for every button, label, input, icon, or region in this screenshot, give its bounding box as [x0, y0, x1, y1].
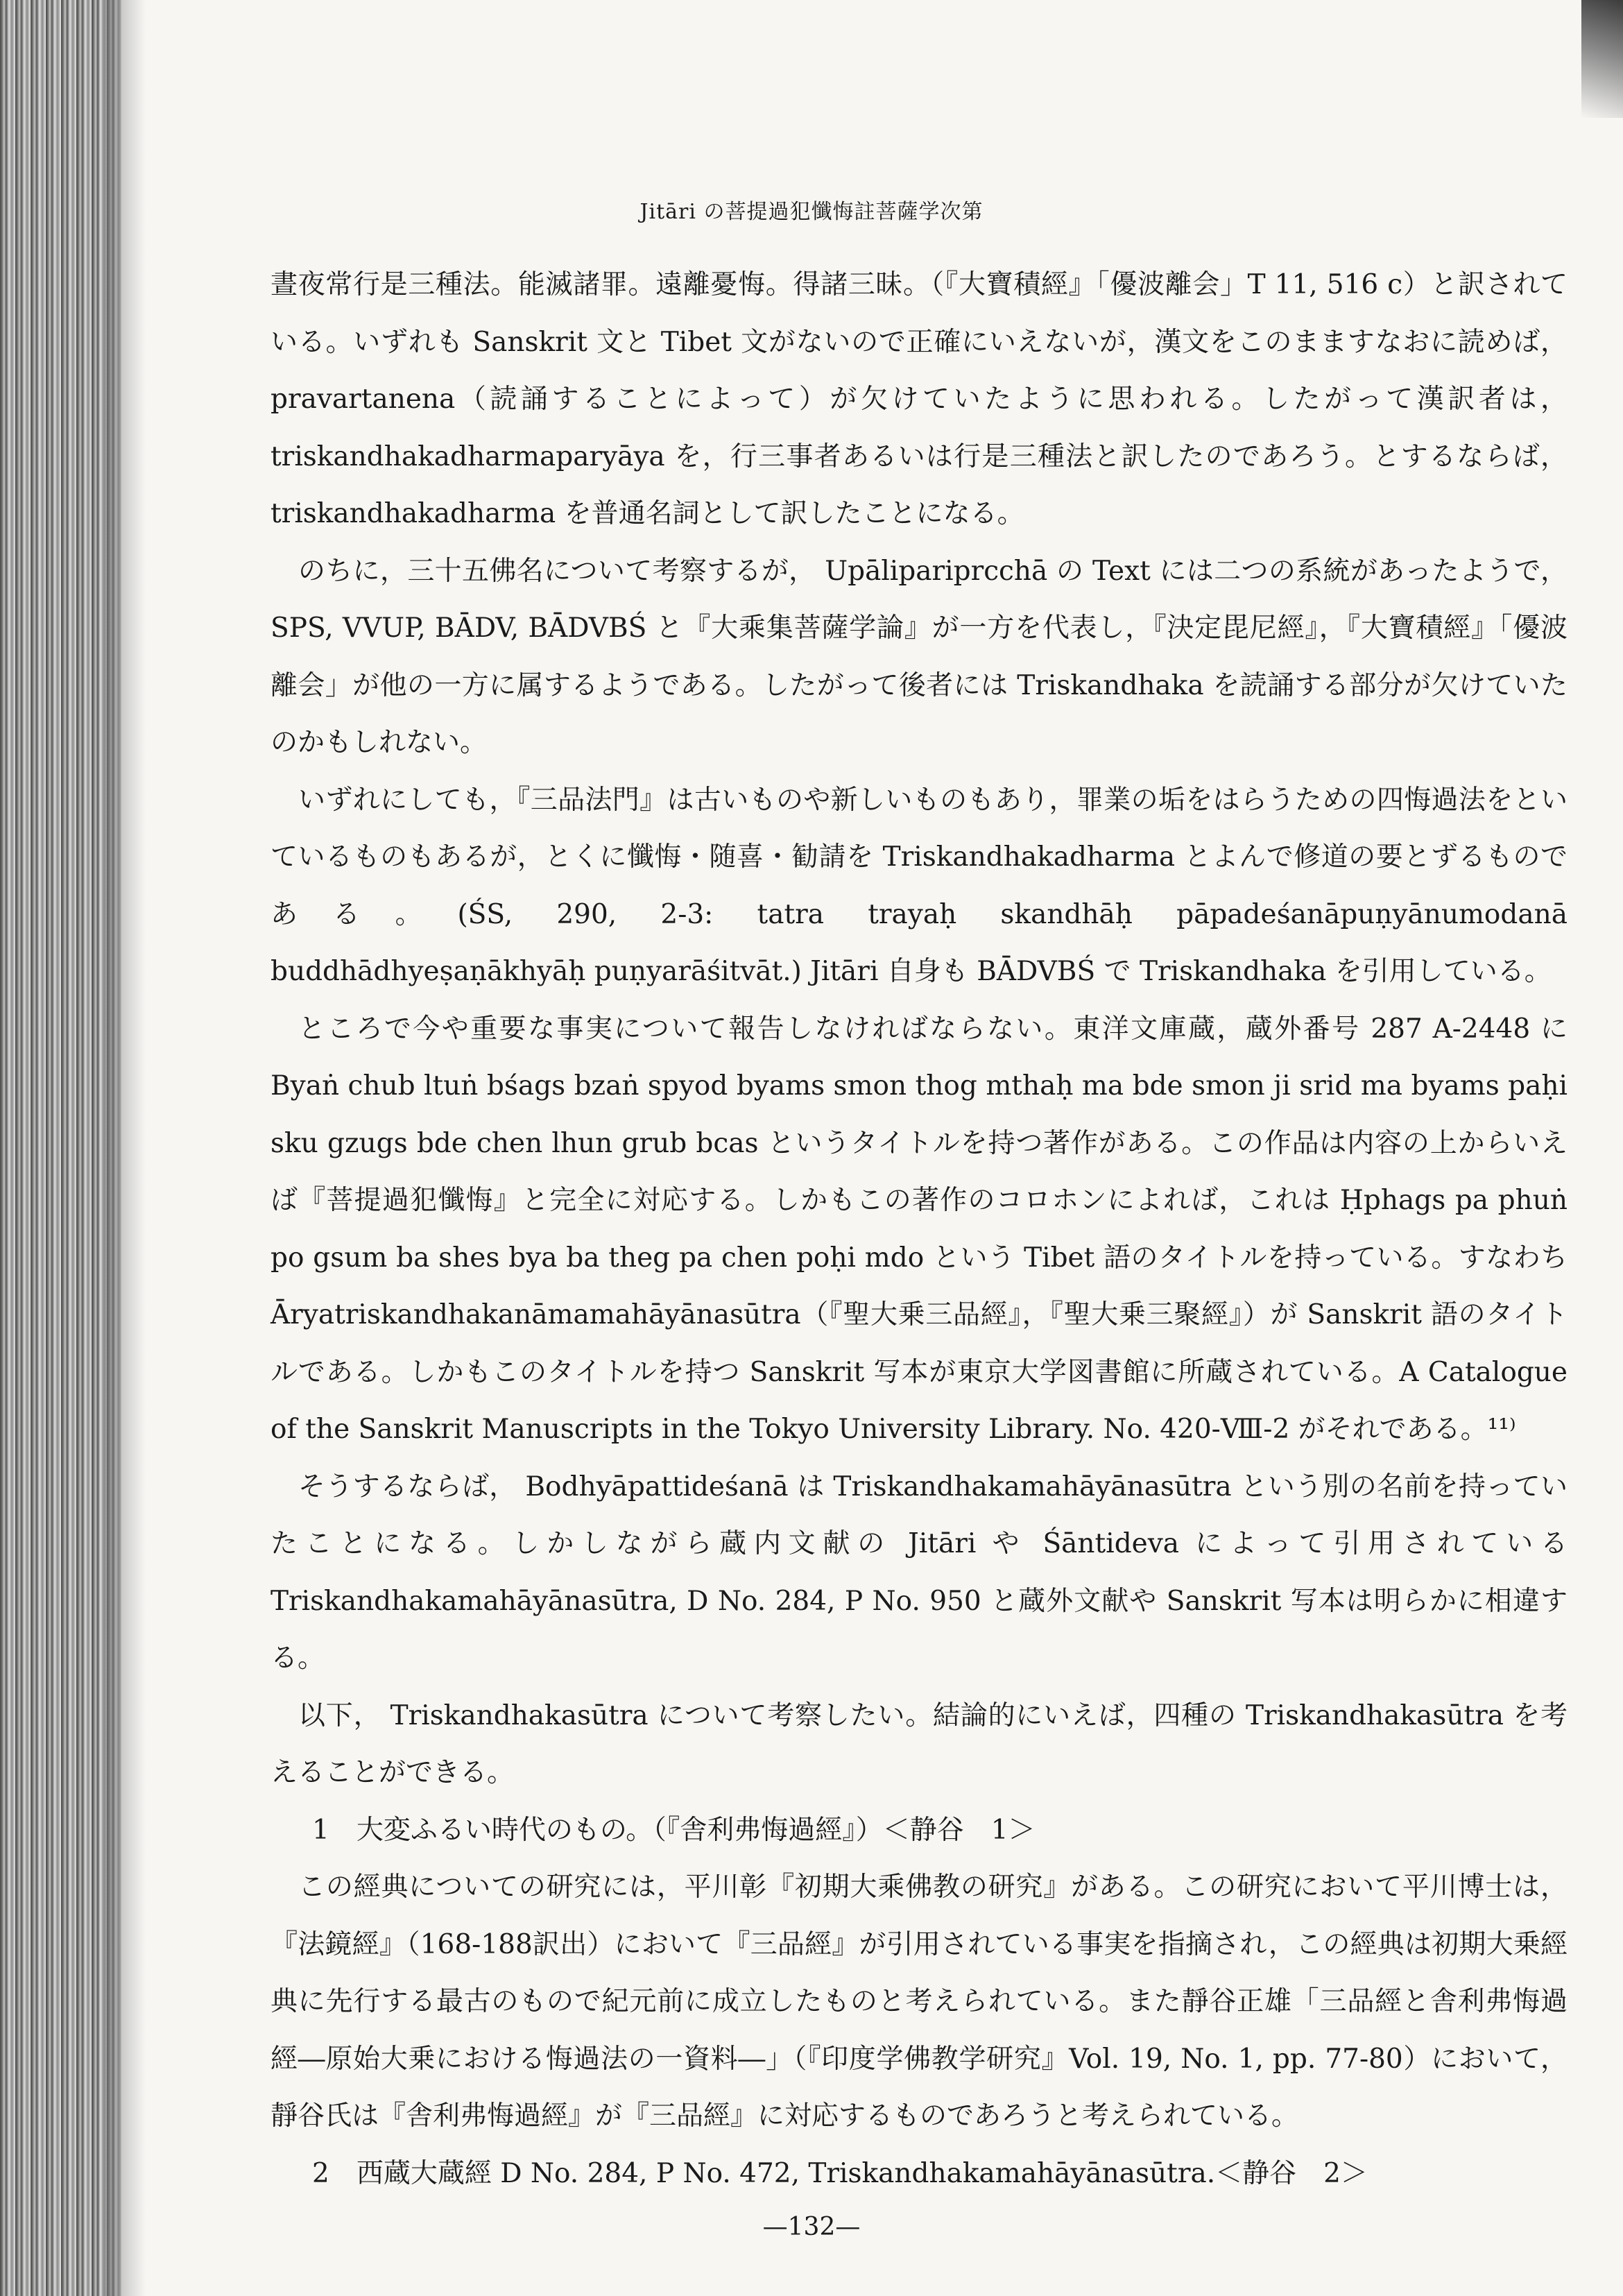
paragraph-1: 晝夜常行是三種法。能滅諸罪。遠離憂悔。得諸三昧。（『大寶積經』「優波離会」T 11, 516 c）と訳されている。いずれも Sanskrit 文と Tibet 文がないので正確にいえないが，漢文をこのまますなおに読めば， pravartanena（読誦することによって）が欠けていたように思われる。したがって漢訳者は， triskandhakadharmaparyāya を，行三事者あるいは行是三種法と訳したのであろう。とするならば， triskandhakadharma を普通名詞として訳したことになる。	[270, 269, 1568, 529]
paragraph-4: ところで今や重要な事実について報告しなければならない。東洋文庫蔵，蔵外番号 287 A-2448 に Byaṅ chub ltuṅ bśags bzaṅ spyod byams smon thog mthaḥ ma bde smon ji srid ma byams paḥi sku gzugs bde chen lhun grub bcas というタイトルを持つ著作がある。この作品は内容の上からいえば『菩提過犯懺悔』と完全に対応する。しかもこの著作のコロホンによれば，これは Ḥphags pa phuṅ po gsum ba shes bya ba theg pa chen poḥi mdo という Tibet 語のタイトルを持っている。すなわち Āryatriskandhakanāmamahāyānasūtra（『聖大乗三品經』，『聖大乗三聚經』）が Sanskrit 語のタイトルである。しかもこのタイトルを持つ Sanskrit 写本が東京大学図書館に所蔵されている。A Catalogue of the Sanskrit Manuscripts in the Tokyo University Library. No. 420-Ⅷ-2 がそれである。¹¹⁾	[270, 1013, 1568, 1445]
paragraph-3: いずれにしても，『三品法門』は古いものや新しいものもあり，罪業の垢をはらうための四悔過法をといているものもあるが，とくに懺悔・随喜・勧請を Triskandhakadharma とよんで修道の要とずるものである。(ŚS, 290, 2-3: tatra trayaḥ skandhāḥ pāpadeśanāpuṇyānumodanā buddhādhyeṣaṇākhyāḥ puṇyarāśitvāt.) Jitāri 自身も BĀDVBŚ で Triskandhaka を引用している。	[270, 784, 1568, 987]
list-item-1: 1 大変ふるい時代のもの。（『舎利弗悔過經』）＜静谷 1＞	[312, 1814, 1036, 1846]
book-binding-shadow	[0, 0, 121, 2296]
paragraph-7: この經典についての研究には，平川彰『初期大乘佛教の研究』がある。この研究において平川博士は，『法鏡經』（168-188訳出）において『三品經』が引用されている事実を指摘され，この經典は初期大乗經典に先行する最古のもので紀元前に成立したものと考えられている。また靜谷正雄「三品經と舎利弗悔過經―原始大乗における悔過法の一資料―」（『印度学佛教学研究』Vol. 19, No. 1, pp. 77-80）において，靜谷氏は『舎利弗悔過經』が『三品經』に対応するものであろうと考えられている。	[270, 1871, 1568, 2132]
running-header: Jitāri の菩提過犯懺悔註菩薩学次第	[639, 200, 984, 224]
list-item-2: 2 西蔵大蔵經 D No. 284, P No. 472, Triskandhakamahāyānasūtra.＜静谷 2＞	[312, 2157, 1368, 2189]
page-number: —132—	[762, 2213, 861, 2241]
paragraph-2: のちに，三十五佛名について考察するが， Upālipariprcchā の Text には二つの系統があったようで， SPS, VVUP, BĀDV, BĀDVBŚ と『大乘集菩薩学論』が一方を代表し，『決定毘尼經』，『大寶積經』「優波離会」が他の一方に属するようである。したがって後者には Triskandhaka を読誦する部分が欠けていたのかもしれない。	[270, 555, 1568, 758]
binding-gutter-fade	[104, 0, 146, 2296]
paragraph-6: 以下， Triskandhakasūtra について考察したい。結論的にいえば，四種の Triskandhakasūtra を考えることができる。	[270, 1699, 1568, 1788]
article-body	[270, 257, 1568, 2202]
paragraph-5: そうするならば， Bodhyāpattideśanā は Triskandhakamahāyānasūtra という別の名前を持っていたことになる。しかしながら蔵内文献の Jitāri や Śāntideva によって引用されている Triskandhakamahāyānasūtra, D No. 284, P No. 950 と蔵外文献や Sanskrit 写本は明らかに相違する。	[270, 1471, 1568, 1674]
page-corner-shadow	[1581, 0, 1623, 118]
